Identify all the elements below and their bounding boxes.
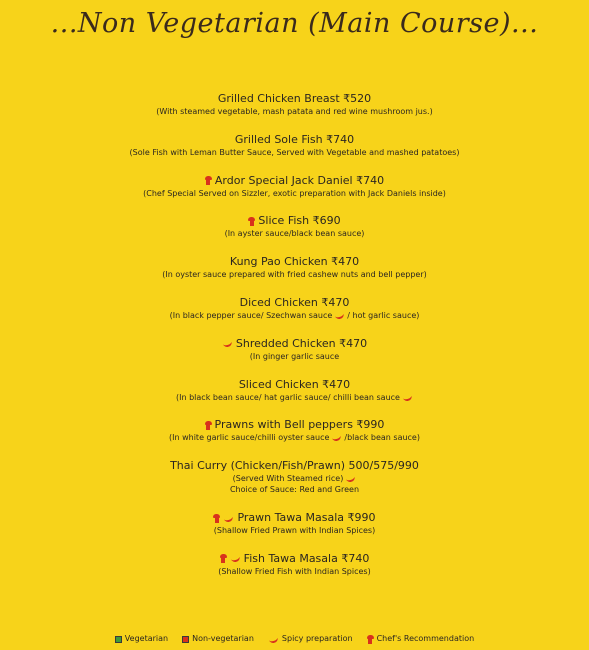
legend-chef (367, 633, 475, 645)
legend-veg (115, 633, 168, 645)
menu-item (0, 418, 589, 459)
item-description-text: (Chef Special Served on Sizzler, exotic preparation with Jack Daniels inside) (143, 188, 446, 198)
item-description (0, 473, 589, 484)
item-description-text: (In black bean sauce/ hat garlic sauce/ chilli bean sauce (176, 392, 400, 402)
item-name (0, 337, 589, 351)
chili-icon (222, 339, 233, 348)
item-name-text: Sliced Chicken ₹470 (238, 377, 351, 391)
item-description (0, 351, 589, 362)
menu-item (0, 214, 589, 255)
chili-icon (332, 433, 343, 442)
item-name-text: Kung Pao Chicken ₹470 (229, 255, 360, 269)
item-description-text: (In oyster sauce prepared with fried cashew nuts and bell pepper) (162, 270, 427, 280)
menu-item (0, 133, 589, 174)
item-description-text: (Shallow Fried Prawn with Indian Spices) (213, 526, 376, 536)
chili-icon (345, 474, 356, 483)
item-description-text: (Served With Steamed rice) (232, 474, 344, 484)
item-description (0, 392, 589, 403)
item-description (0, 310, 589, 321)
legend-label: Chef's Recommendation (376, 634, 475, 643)
item-name (0, 459, 589, 473)
item-name-text: Slice Fish ₹690 (258, 214, 341, 228)
item-sauce-choice: Choice of Sauce: Red and Green (229, 485, 360, 495)
item-description-text: (With steamed vegetable, mash patata and red wine mushroom jus.) (156, 107, 433, 116)
chili-icon (268, 634, 279, 643)
item-name (0, 296, 589, 310)
menu-item (0, 459, 589, 511)
item-name (0, 92, 589, 106)
chef-hat-icon (220, 554, 227, 563)
item-name-text: Shredded Chicken ₹470 (235, 336, 368, 350)
chef-hat-icon (205, 176, 212, 185)
menu-item (0, 255, 589, 296)
item-name-text: Grilled Sole Fish ₹740 (234, 132, 355, 146)
item-description (0, 432, 589, 443)
item-name-text: Fish Tawa Masala ₹740 (243, 551, 370, 565)
chef-hat-icon (205, 421, 212, 430)
chef-hat-icon (248, 217, 255, 226)
item-name (0, 133, 589, 147)
menu-item (0, 92, 589, 133)
legend-label: Vegetarian (124, 634, 169, 643)
item-description-text: /black bean sauce) (344, 433, 420, 443)
item-name-text: Ardor Special Jack Daniel ₹740 (214, 173, 385, 187)
item-description-text: (Sole Fish with Leman Butter Sauce, Served with Vegetable and mashed patatoes) (129, 147, 460, 157)
item-description (0, 566, 589, 577)
item-name-text: Prawns with Bell peppers ₹990 (214, 418, 385, 432)
item-name (0, 378, 589, 392)
chili-icon (402, 392, 413, 401)
chili-icon (334, 311, 345, 320)
chef-hat-icon (367, 635, 374, 644)
menu-item (0, 552, 589, 593)
menu-item (0, 296, 589, 337)
item-description (0, 269, 589, 280)
veg-icon (115, 636, 122, 643)
item-name-text: Prawn Tawa Masala ₹990 (237, 511, 376, 525)
legend-nonveg (182, 633, 254, 645)
chili-icon (230, 554, 241, 563)
menu-list (0, 92, 589, 593)
menu-item (0, 511, 589, 552)
item-name (0, 214, 589, 228)
item-description (0, 188, 589, 199)
item-description-text: (In white garlic sauce/chilli oyster sauce (169, 433, 330, 443)
legend-label: Spicy preparation (281, 634, 353, 643)
item-description (0, 228, 589, 239)
menu-item (0, 174, 589, 215)
item-name (0, 174, 589, 188)
item-description (0, 147, 589, 158)
item-description-text: / hot garlic sauce) (347, 310, 420, 320)
item-name (0, 552, 589, 566)
item-description-text: (In black pepper sauce/ Szechwan sauce (169, 310, 333, 320)
item-description (0, 525, 589, 536)
item-name (0, 255, 589, 269)
page-title: ...Non Vegetarian (Main Course)... (50, 8, 539, 39)
item-name-text: Diced Chicken ₹470 (239, 295, 350, 309)
menu-item (0, 337, 589, 378)
item-description-text: (In ginger garlic sauce (249, 351, 340, 361)
item-name (0, 418, 589, 432)
item-name-text: Thai Curry (Chicken/Fish/Prawn) 500/575/990 (170, 459, 419, 473)
item-description-text: (Shallow Fried Fish with Indian Spices) (218, 566, 371, 576)
chef-hat-icon (213, 514, 220, 523)
item-description (0, 106, 589, 117)
legend-spicy (268, 633, 353, 645)
chili-icon (224, 513, 235, 522)
legend (0, 633, 589, 645)
item-name-text: Grilled Chicken Breast ₹520 (217, 92, 372, 105)
legend-label: Non-vegetarian (192, 634, 254, 643)
menu-item (0, 378, 589, 419)
non-veg-icon (182, 636, 189, 643)
item-description-text: (In ayster sauce/black bean sauce) (224, 229, 365, 239)
item-name (0, 511, 589, 525)
